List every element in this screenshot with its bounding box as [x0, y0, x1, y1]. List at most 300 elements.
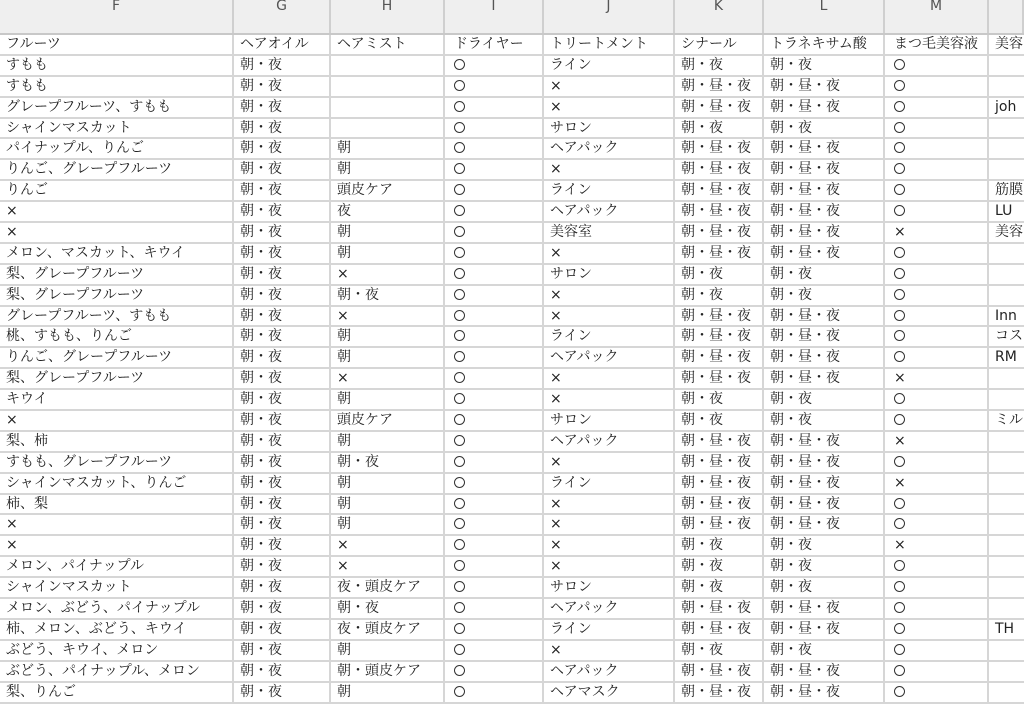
table-cell[interactable]	[989, 244, 1024, 263]
table-cell[interactable]: ×	[544, 557, 675, 576]
header-cell[interactable]: ドライヤー	[445, 35, 544, 54]
table-cell[interactable]: ミル	[995, 412, 1023, 429]
table-cell[interactable]: 朝・夜	[675, 56, 764, 75]
table-cell[interactable]: すもも	[0, 56, 234, 75]
table-cell[interactable]: 朝・昼・夜	[764, 474, 885, 493]
table-cell[interactable]: 筋膜	[995, 182, 1023, 199]
table-cell[interactable]: ×	[331, 265, 445, 284]
table-cell[interactable]: 朝	[331, 348, 445, 367]
table-cell[interactable]: ×	[885, 223, 989, 242]
table-cell[interactable]: ×	[885, 536, 989, 555]
header-cell[interactable]: トリートメント	[544, 35, 675, 54]
table-cell[interactable]	[989, 495, 1024, 514]
table-cell[interactable]: 朝・夜	[675, 390, 764, 409]
table-cell[interactable]: 朝・昼・夜	[764, 453, 885, 472]
table-cell[interactable]: 朝・夜	[764, 536, 885, 555]
table-cell[interactable]	[885, 202, 989, 221]
table-cell[interactable]: 朝・夜	[234, 139, 331, 158]
table-cell[interactable]	[885, 119, 989, 138]
table-cell[interactable]: 梨、りんご	[0, 683, 234, 702]
table-cell[interactable]: ライン	[544, 327, 675, 346]
table-cell[interactable]: 朝・昼・夜	[764, 348, 885, 367]
table-cell[interactable]: 朝・夜	[234, 432, 331, 451]
table-cell[interactable]: 朝・昼・夜	[675, 160, 764, 179]
table-cell[interactable]: グレープフルーツ、すもも	[0, 307, 234, 326]
table-cell[interactable]: 朝・夜	[234, 599, 331, 618]
table-cell[interactable]: ×	[544, 77, 675, 96]
table-cell[interactable]: 頭皮ケア	[331, 181, 445, 200]
table-cell[interactable]	[989, 453, 1024, 472]
table-cell[interactable]	[989, 286, 1024, 305]
table-cell[interactable]: サロン	[544, 119, 675, 138]
table-cell[interactable]	[885, 56, 989, 75]
table-cell[interactable]	[445, 139, 544, 158]
table-cell[interactable]: ライン	[544, 620, 675, 639]
table-cell[interactable]: 朝	[331, 223, 445, 242]
table-cell[interactable]: ×	[544, 495, 675, 514]
table-cell[interactable]: 朝・昼・夜	[675, 98, 764, 117]
table-cell[interactable]: 梨、グレープフルーツ	[0, 265, 234, 284]
table-cell[interactable]: グレープフルーツ、すもも	[0, 98, 234, 117]
table-cell[interactable]: 朝・夜	[234, 662, 331, 681]
table-cell[interactable]	[445, 683, 544, 702]
table-cell[interactable]	[885, 265, 989, 284]
table-cell[interactable]: 朝・夜	[234, 578, 331, 597]
table-cell[interactable]: 朝	[331, 390, 445, 409]
table-cell[interactable]	[445, 202, 544, 221]
table-cell[interactable]: ライン	[544, 56, 675, 75]
table-cell[interactable]: 朝・夜	[234, 77, 331, 96]
table-cell[interactable]: 朝・夜	[331, 599, 445, 618]
table-cell[interactable]: ×	[885, 474, 989, 493]
table-cell[interactable]: 美容室	[544, 223, 675, 242]
circle-mark-icon	[454, 142, 465, 153]
table-cell[interactable]	[445, 307, 544, 326]
table-cell[interactable]: サロン	[544, 578, 675, 597]
table-cell[interactable]: ×	[544, 307, 675, 326]
table-cell[interactable]: 朝・昼・夜	[764, 599, 885, 618]
table-cell[interactable]	[989, 160, 1024, 179]
table-cell[interactable]: ×	[544, 641, 675, 660]
table-cell[interactable]: 朝・夜	[764, 390, 885, 409]
table-cell[interactable]: 美容	[995, 224, 1023, 241]
table-cell[interactable]: 朝・夜	[234, 119, 331, 138]
table-cell[interactable]: 朝・昼・夜	[764, 369, 885, 388]
table-cell[interactable]: ヘアマスク	[544, 683, 675, 702]
table-cell[interactable]: 朝・昼・夜	[764, 327, 885, 346]
table-cell[interactable]: RM	[995, 349, 1017, 366]
table-cell[interactable]	[445, 557, 544, 576]
column-letter-K[interactable]: K	[675, 0, 764, 33]
table-cell[interactable]	[885, 683, 989, 702]
table-cell[interactable]	[885, 599, 989, 618]
table-cell[interactable]	[331, 98, 445, 117]
table-cell[interactable]: 朝・夜	[764, 286, 885, 305]
table-cell[interactable]	[989, 662, 1024, 681]
table-cell[interactable]: 朝・昼・夜	[675, 327, 764, 346]
table-cell[interactable]: ×	[544, 515, 675, 534]
table-cell[interactable]: ×	[544, 390, 675, 409]
table-cell[interactable]	[885, 98, 989, 117]
table-cell[interactable]: 朝・昼・夜	[764, 620, 885, 639]
table-cell[interactable]: 朝・夜	[234, 307, 331, 326]
table-cell[interactable]	[989, 599, 1024, 618]
table-cell[interactable]	[989, 390, 1024, 409]
table-cell[interactable]: ×	[0, 202, 234, 221]
table-cell[interactable]	[331, 77, 445, 96]
table-cell[interactable]: 朝・昼・夜	[675, 223, 764, 242]
table-cell[interactable]: 朝・昼・夜	[764, 683, 885, 702]
table-cell[interactable]	[445, 369, 544, 388]
table-cell[interactable]: 朝・夜	[234, 98, 331, 117]
table-cell[interactable]	[885, 348, 989, 367]
table-cell[interactable]: 梨、柿	[0, 432, 234, 451]
table-cell[interactable]: ×	[0, 536, 234, 555]
column-letter-J[interactable]: J	[544, 0, 675, 33]
table-cell[interactable]	[445, 432, 544, 451]
table-cell[interactable]	[885, 557, 989, 576]
table-cell[interactable]	[989, 515, 1024, 534]
header-cell[interactable]: トラネキサム酸	[764, 35, 885, 54]
table-cell[interactable]: 朝・昼・夜	[675, 181, 764, 200]
table-cell[interactable]: ぶどう、キウイ、メロン	[0, 641, 234, 660]
table-cell[interactable]	[885, 244, 989, 263]
table-cell[interactable]: 柿、メロン、ぶどう、キウイ	[0, 620, 234, 639]
table-cell[interactable]: 朝・夜	[234, 265, 331, 284]
table-cell[interactable]: ×	[0, 223, 234, 242]
table-cell[interactable]: 朝	[331, 160, 445, 179]
table-cell[interactable]: ヘアパック	[544, 202, 675, 221]
table-cell[interactable]: 朝・夜	[234, 160, 331, 179]
table-cell[interactable]: ×	[331, 536, 445, 555]
table-cell[interactable]	[445, 160, 544, 179]
table-cell[interactable]: ×	[331, 557, 445, 576]
table-cell[interactable]: 朝・夜	[234, 536, 331, 555]
table-cell[interactable]: 朝・昼・夜	[675, 662, 764, 681]
table-cell[interactable]: 朝	[331, 641, 445, 660]
table-cell[interactable]: ×	[544, 98, 675, 117]
table-cell[interactable]: Inn	[995, 307, 1017, 324]
table-cell[interactable]: 朝・夜	[234, 202, 331, 221]
table-cell[interactable]: 朝・昼・夜	[764, 202, 885, 221]
table-cell[interactable]: 朝・夜	[331, 286, 445, 305]
table-cell[interactable]: りんご、グレープフルーツ	[0, 348, 234, 367]
table-cell[interactable]: 朝・昼・夜	[764, 139, 885, 158]
table-cell[interactable]: 朝・夜	[234, 286, 331, 305]
table-cell[interactable]: 朝・昼・夜	[675, 599, 764, 618]
table-cell[interactable]: 朝・夜	[234, 515, 331, 534]
table-cell[interactable]: 朝	[331, 327, 445, 346]
table-cell[interactable]: 朝・昼・夜	[764, 98, 885, 117]
table-cell[interactable]: 朝・夜	[764, 56, 885, 75]
table-cell[interactable]	[989, 683, 1024, 702]
table-cell[interactable]	[989, 641, 1024, 660]
table-cell[interactable]	[445, 578, 544, 597]
table-cell[interactable]: 朝・夜	[675, 578, 764, 597]
table-cell[interactable]: りんご、グレープフルーツ	[0, 160, 234, 179]
table-cell[interactable]: 朝・夜	[234, 683, 331, 702]
table-cell[interactable]: 朝・昼・夜	[764, 160, 885, 179]
table-cell[interactable]	[445, 119, 544, 138]
table-cell[interactable]: 朝	[331, 139, 445, 158]
table-cell[interactable]: 朝・夜	[675, 641, 764, 660]
table-cell[interactable]: 朝・夜	[234, 348, 331, 367]
table-cell[interactable]: joh	[995, 98, 1017, 115]
table-cell[interactable]	[989, 139, 1024, 158]
table-cell[interactable]	[989, 265, 1024, 284]
table-cell[interactable]: メロン、パイナップル	[0, 557, 234, 576]
table-cell[interactable]: 朝・昼・夜	[764, 77, 885, 96]
table-cell[interactable]: 柿、梨	[0, 495, 234, 514]
table-cell[interactable]: 朝・昼・夜	[764, 223, 885, 242]
table-cell[interactable]	[989, 557, 1024, 576]
table-cell[interactable]: ×	[544, 536, 675, 555]
table-cell[interactable]: ヘアパック	[544, 599, 675, 618]
table-cell[interactable]	[445, 599, 544, 618]
table-cell[interactable]: 朝	[331, 474, 445, 493]
table-cell[interactable]: 朝	[331, 683, 445, 702]
table-cell[interactable]: 夜・頭皮ケア	[331, 620, 445, 639]
table-cell[interactable]: 朝・昼・夜	[675, 474, 764, 493]
table-cell[interactable]	[445, 620, 544, 639]
table-cell[interactable]	[885, 77, 989, 96]
table-cell[interactable]: ライン	[544, 474, 675, 493]
table-cell[interactable]	[445, 56, 544, 75]
table-cell[interactable]	[331, 56, 445, 75]
table-cell[interactable]: LU	[995, 203, 1013, 220]
table-cell[interactable]: 朝・昼・夜	[675, 453, 764, 472]
column-letter-I[interactable]: I	[445, 0, 544, 33]
table-cell[interactable]	[885, 620, 989, 639]
header-cell[interactable]: ヘアオイル	[234, 35, 331, 54]
table-cell[interactable]: ×	[544, 244, 675, 263]
table-cell[interactable]	[885, 578, 989, 597]
table-cell[interactable]	[445, 98, 544, 117]
table-cell[interactable]	[445, 348, 544, 367]
table-cell[interactable]	[445, 536, 544, 555]
table-cell[interactable]	[885, 495, 989, 514]
table-cell[interactable]: 朝・夜	[764, 265, 885, 284]
table-cell[interactable]: すもも	[0, 77, 234, 96]
table-cell[interactable]: 朝・昼・夜	[675, 77, 764, 96]
table-cell[interactable]: 朝・夜	[234, 557, 331, 576]
table-cell[interactable]	[989, 578, 1024, 597]
table-cell[interactable]	[885, 390, 989, 409]
table-cell[interactable]: 朝・昼・夜	[764, 181, 885, 200]
header-cell[interactable]: ヘアミスト	[331, 35, 445, 54]
table-cell[interactable]	[885, 515, 989, 534]
table-cell[interactable]	[445, 223, 544, 242]
table-cell[interactable]	[445, 244, 544, 263]
table-cell[interactable]: 朝・夜	[675, 536, 764, 555]
table-cell[interactable]: ×	[544, 160, 675, 179]
table-cell[interactable]: 朝・夜	[234, 495, 331, 514]
table-cell[interactable]: ヘアパック	[544, 348, 675, 367]
table-cell[interactable]: 朝・昼・夜	[675, 495, 764, 514]
table-cell[interactable]: 朝・昼・夜	[675, 683, 764, 702]
table-cell[interactable]	[445, 77, 544, 96]
header-cell[interactable]: フルーツ	[0, 35, 234, 54]
table-cell[interactable]	[885, 286, 989, 305]
table-cell[interactable]	[445, 327, 544, 346]
table-cell[interactable]: 朝	[331, 515, 445, 534]
table-cell[interactable]	[885, 453, 989, 472]
table-cell[interactable]: 朝・夜	[234, 244, 331, 263]
column-letter-F[interactable]: F	[0, 0, 234, 33]
table-cell[interactable]: 朝・昼・夜	[764, 515, 885, 534]
table-cell[interactable]: ×	[0, 411, 234, 430]
table-cell[interactable]: 朝・夜	[764, 411, 885, 430]
circle-mark-icon	[454, 498, 465, 509]
table-cell[interactable]: ×	[0, 515, 234, 534]
table-cell[interactable]: りんご	[0, 181, 234, 200]
table-cell[interactable]	[445, 474, 544, 493]
table-cell[interactable]: 朝・夜	[675, 557, 764, 576]
table-cell[interactable]: 朝・昼・夜	[764, 495, 885, 514]
table-cell[interactable]	[989, 536, 1024, 555]
table-cell[interactable]	[989, 56, 1024, 75]
header-cell[interactable]: シナール	[675, 35, 764, 54]
table-cell[interactable]: 梨、グレープフルーツ	[0, 369, 234, 388]
table-cell[interactable]: 朝・頭皮ケア	[331, 662, 445, 681]
table-cell[interactable]: ×	[544, 369, 675, 388]
table-cell[interactable]: メロン、マスカット、キウイ	[0, 244, 234, 263]
table-cell[interactable]	[885, 411, 989, 430]
header-cell[interactable]: まつ毛美容液	[885, 35, 989, 54]
table-cell[interactable]: キウイ	[0, 390, 234, 409]
table-cell[interactable]	[445, 390, 544, 409]
table-cell[interactable]: コス	[995, 328, 1023, 345]
column-letter-G[interactable]: G	[234, 0, 331, 33]
table-cell[interactable]: 朝・夜	[675, 265, 764, 284]
table-cell[interactable]: ×	[331, 369, 445, 388]
table-cell[interactable]: 朝・夜	[234, 390, 331, 409]
table-cell[interactable]: 朝・夜	[764, 578, 885, 597]
table-cell[interactable]	[885, 641, 989, 660]
column-letter-L[interactable]: L	[764, 0, 885, 33]
column-letter-H[interactable]: H	[331, 0, 445, 33]
table-cell[interactable]: ×	[544, 286, 675, 305]
table-cell[interactable]: すもも、グレープフルーツ	[0, 453, 234, 472]
table-cell[interactable]: 朝・昼・夜	[675, 307, 764, 326]
table-cell[interactable]	[445, 265, 544, 284]
table-cell[interactable]: 朝・夜	[675, 411, 764, 430]
table-cell[interactable]: 梨、グレープフルーツ	[0, 286, 234, 305]
table-cell[interactable]: 夜・頭皮ケア	[331, 578, 445, 597]
table-cell[interactable]: 朝・夜	[764, 641, 885, 660]
table-cell[interactable]: ×	[331, 307, 445, 326]
table-cell[interactable]	[445, 662, 544, 681]
table-row	[0, 495, 1024, 516]
table-cell[interactable]	[445, 453, 544, 472]
table-cell[interactable]: 朝・夜	[234, 474, 331, 493]
table-cell[interactable]: 朝・昼・夜	[764, 432, 885, 451]
table-cell[interactable]: 朝・夜	[234, 620, 331, 639]
table-cell[interactable]: 朝・夜	[234, 641, 331, 660]
table-cell[interactable]	[445, 515, 544, 534]
table-cell[interactable]: メロン、ぶどう、パイナップル	[0, 599, 234, 618]
table-cell[interactable]: ×	[885, 369, 989, 388]
table-cell[interactable]: パイナップル、りんご	[0, 139, 234, 158]
table-cell[interactable]: シャインマスカット	[0, 119, 234, 138]
table-cell[interactable]: 朝・昼・夜	[675, 244, 764, 263]
table-cell[interactable]: 朝・夜	[234, 56, 331, 75]
table-cell[interactable]	[331, 119, 445, 138]
column-letter-next[interactable]	[989, 0, 1024, 33]
table-cell[interactable]	[989, 432, 1024, 451]
table-cell[interactable]: 頭皮ケア	[331, 411, 445, 430]
table-cell[interactable]: 朝・昼・夜	[675, 348, 764, 367]
table-cell[interactable]: 朝・夜	[675, 286, 764, 305]
table-cell[interactable]	[445, 411, 544, 430]
table-cell[interactable]	[885, 662, 989, 681]
table-cell[interactable]: 朝・昼・夜	[675, 432, 764, 451]
table-cell[interactable]: 朝・夜	[234, 181, 331, 200]
table-cell[interactable]	[885, 139, 989, 158]
table-cell[interactable]: シャインマスカット	[0, 578, 234, 597]
table-cell[interactable]: 朝・昼・夜	[675, 369, 764, 388]
table-cell[interactable]: ×	[544, 453, 675, 472]
table-cell[interactable]: ライン	[544, 181, 675, 200]
table-cell[interactable]	[989, 77, 1024, 96]
table-cell[interactable]: 朝・夜	[234, 453, 331, 472]
table-cell[interactable]: 朝・昼・夜	[675, 139, 764, 158]
table-cell[interactable]	[445, 641, 544, 660]
table-cell[interactable]: 朝・夜	[675, 119, 764, 138]
table-cell[interactable]	[885, 327, 989, 346]
table-cell[interactable]	[989, 474, 1024, 493]
table-cell[interactable]	[885, 307, 989, 326]
table-cell[interactable]: 朝	[331, 244, 445, 263]
table-cell[interactable]: サロン	[544, 265, 675, 284]
table-cell[interactable]: 朝・夜	[234, 327, 331, 346]
table-cell[interactable]: 朝・夜	[234, 369, 331, 388]
table-cell[interactable]: 朝・昼・夜	[764, 662, 885, 681]
header-cell[interactable]: 美容	[995, 36, 1023, 52]
table-cell[interactable]: 夜	[331, 202, 445, 221]
table-cell[interactable]: ぶどう、パイナップル、メロン	[0, 662, 234, 681]
table-cell[interactable]	[445, 181, 544, 200]
table-cell[interactable]: サロン	[544, 411, 675, 430]
table-cell[interactable]: 朝・夜	[234, 223, 331, 242]
table-cell[interactable]	[989, 369, 1024, 388]
table-cell[interactable]: 桃、すもも、りんご	[0, 327, 234, 346]
table-cell[interactable]: 朝・昼・夜	[675, 515, 764, 534]
table-cell[interactable]	[885, 160, 989, 179]
column-letter-M[interactable]: M	[885, 0, 989, 33]
table-cell[interactable]	[445, 495, 544, 514]
table-cell[interactable]: 朝・昼・夜	[675, 202, 764, 221]
table-cell[interactable]: 朝・昼・夜	[764, 307, 885, 326]
table-cell[interactable]: 朝・夜	[331, 453, 445, 472]
table-cell[interactable]: 朝・昼・夜	[675, 620, 764, 639]
table-cell[interactable]: 朝	[331, 495, 445, 514]
table-cell[interactable]: 朝・夜	[764, 119, 885, 138]
table-cell[interactable]: ヘアパック	[544, 662, 675, 681]
table-cell[interactable]	[445, 286, 544, 305]
table-cell[interactable]: 朝・夜	[764, 557, 885, 576]
table-cell[interactable]	[989, 119, 1024, 138]
table-cell[interactable]: ×	[885, 432, 989, 451]
table-cell[interactable]: TH	[995, 620, 1015, 637]
table-cell[interactable]: 朝・夜	[234, 411, 331, 430]
table-cell[interactable]: 朝・昼・夜	[764, 244, 885, 263]
table-cell[interactable]: ヘアパック	[544, 139, 675, 158]
table-cell[interactable]: ヘアパック	[544, 432, 675, 451]
table-cell[interactable]: シャインマスカット、りんご	[0, 474, 234, 493]
table-cell[interactable]	[885, 181, 989, 200]
table-cell[interactable]: 朝	[331, 432, 445, 451]
